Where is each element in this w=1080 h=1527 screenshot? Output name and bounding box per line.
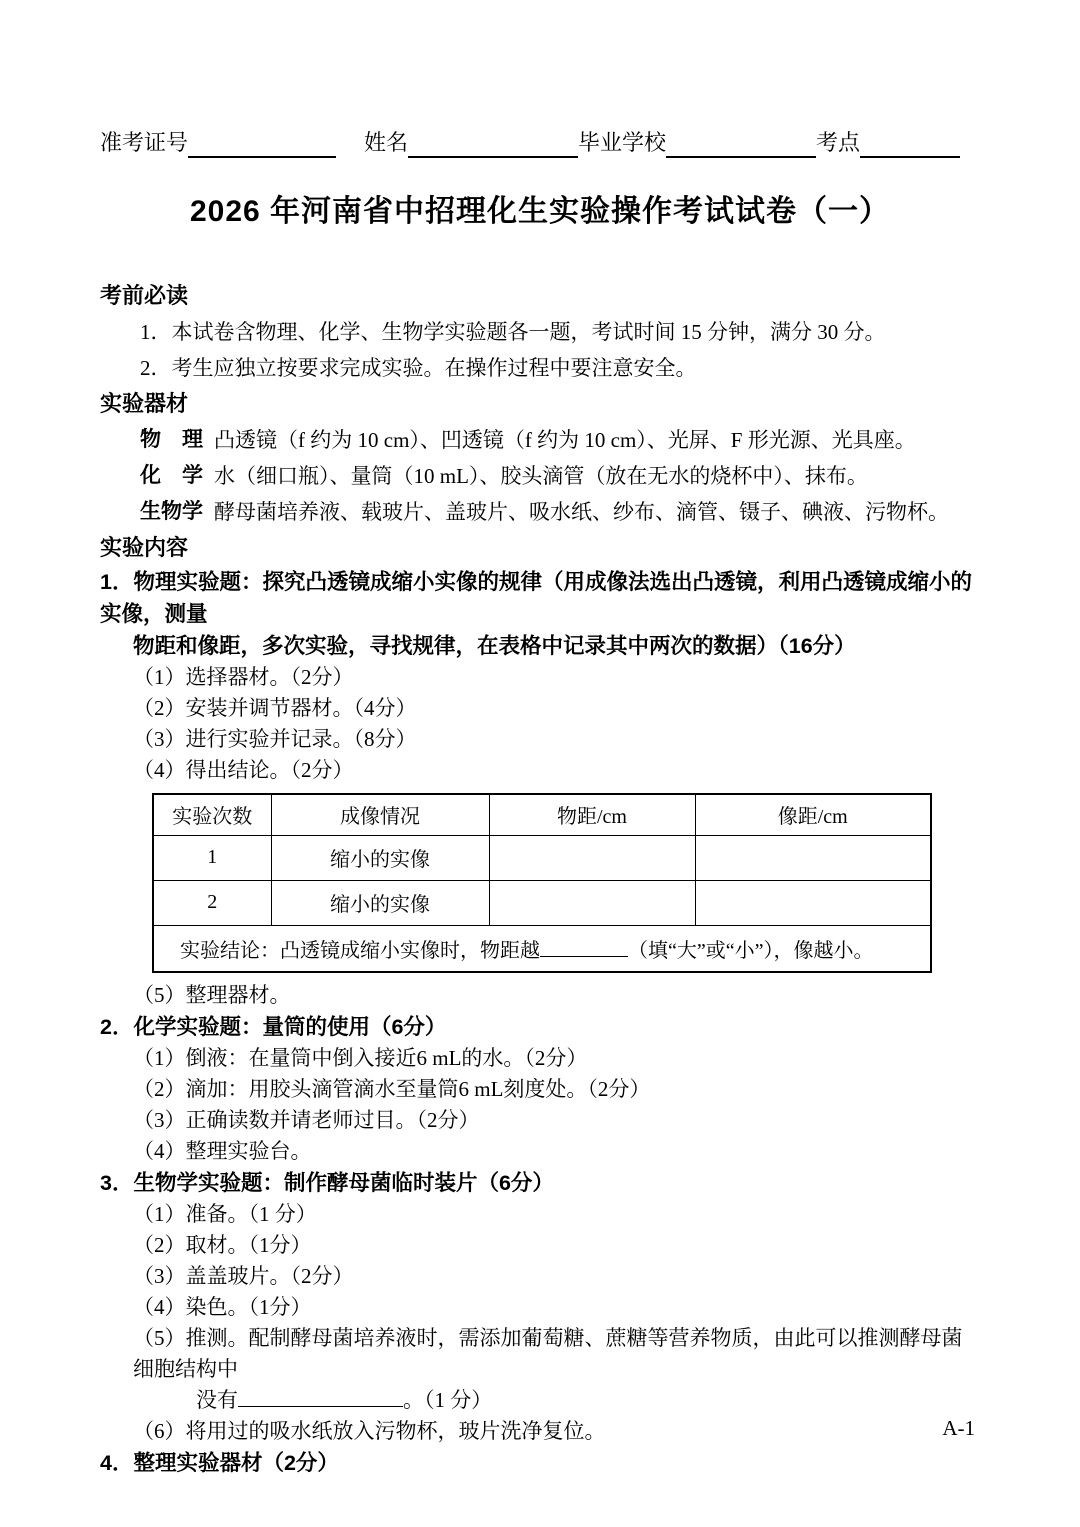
name-field <box>364 128 578 158</box>
equipment-text: 酵母菌培养液、载玻片、盖玻片、吸水纸、纱布、滴管、镊子、碘液、污物杯。 <box>214 500 949 524</box>
table-header-object-distance: 物距/cm <box>489 794 695 835</box>
conclusion-prefix: 实验结论：凸透镜成缩小实像时，物距越 <box>180 939 540 962</box>
biology-blank <box>238 1386 403 1407</box>
equipment-row-biology <box>100 494 980 530</box>
conclusion-cell <box>153 925 931 972</box>
notice-item: 1．本试卷含物理、化学、生物学实验题各一题，考试时间 15 分钟，满分 30 分。 <box>140 320 886 344</box>
trial-number-cell: 2 <box>153 880 271 925</box>
question3-step: （6）将用过的吸水纸放入污物杯，玻片洗净复位。 <box>133 1419 606 1443</box>
question1-step: （4）得出结论。（2分） <box>133 758 354 782</box>
question1-step: （3）进行实验并记录。（8分） <box>133 727 417 751</box>
table-row <box>153 880 931 925</box>
question3-heading: 3．生物学实验题：制作酵母菌临时装片（6分） <box>100 1171 554 1195</box>
question4-heading: 4．整理实验器材（2分） <box>100 1451 339 1475</box>
page-title: 2026 年河南省中招理化生实验操作考试试卷（一） <box>189 195 891 228</box>
step5-prefix: 没有 <box>196 1388 238 1412</box>
school-field <box>578 128 816 158</box>
equipment-label: 物 理 <box>140 428 203 451</box>
content-heading: 实验内容 <box>100 535 189 560</box>
name-blank <box>408 130 578 158</box>
question1-step: （1）选择器材。（2分） <box>133 665 354 689</box>
question2-step: （1）倒液：在量筒中倒入接近6 mL的水。（2分） <box>133 1046 588 1070</box>
table-conclusion-row <box>153 925 931 972</box>
page-number: A-1 <box>942 1416 975 1440</box>
exam-id-label: 准考证号 <box>100 130 189 155</box>
notice-item: 2．考生应独立按要求完成实验。在操作过程中要注意安全。 <box>140 356 697 380</box>
name-label: 姓名 <box>364 130 409 155</box>
equipment-heading: 实验器材 <box>100 391 189 416</box>
imaging-cell: 缩小的实像 <box>271 880 489 925</box>
question1-heading-line2: 物距和像距，多次实验，寻找规律，在表格中记录其中两次的数据）（16分） <box>133 634 856 658</box>
exam-id-blank <box>188 130 336 158</box>
question2-step: （2）滴加：用胶头滴管滴水至量筒6 mL刻度处。（2分） <box>133 1077 651 1101</box>
site-label: 考点 <box>816 130 861 155</box>
site-field <box>816 128 960 158</box>
school-blank <box>666 130 816 158</box>
question2-heading: 2．化学实验题：量筒的使用（6分） <box>100 1015 447 1039</box>
physics-data-table <box>152 793 932 973</box>
table-header-row <box>153 794 931 835</box>
notice-heading: 考前必读 <box>100 283 189 308</box>
registration-line <box>100 128 970 158</box>
object-distance-cell <box>489 880 695 925</box>
table-header-imaging: 成像情况 <box>271 794 489 835</box>
question3-step5-line2 <box>196 1385 980 1416</box>
equipment-label: 生物学 <box>140 500 203 523</box>
exam-id-field <box>100 128 336 158</box>
question3-step: （1）准备。（1 分） <box>133 1202 317 1226</box>
equipment-label: 化 学 <box>140 464 203 487</box>
question3-step: （3）盖盖玻片。（2分） <box>133 1264 354 1288</box>
equipment-row-chemistry <box>100 458 980 494</box>
trial-number-cell: 1 <box>153 835 271 880</box>
image-distance-cell <box>695 880 931 925</box>
equipment-row-physics <box>100 422 980 458</box>
image-distance-cell <box>695 835 931 880</box>
question2-step: （3）正确读数并请老师过目。（2分） <box>133 1108 480 1132</box>
school-label: 毕业学校 <box>578 130 667 155</box>
question2-step: （4）整理实验台。 <box>133 1139 312 1163</box>
question3-step: （4）染色。（1分） <box>133 1295 312 1319</box>
step5-suffix: 。（1 分） <box>403 1388 493 1412</box>
table-header-trial: 实验次数 <box>153 794 271 835</box>
conclusion-blank <box>540 937 628 957</box>
question1-step: （5）整理器材。 <box>133 983 291 1007</box>
object-distance-cell <box>489 835 695 880</box>
table-header-image-distance: 像距/cm <box>695 794 931 835</box>
equipment-text: 水（细口瓶）、量筒（10 mL）、胶头滴管（放在无水的烧杯中）、抹布。 <box>214 464 868 488</box>
equipment-text: 凸透镜（f 约为 10 cm）、凹透镜（f 约为 10 cm）、光屏、F 形光源、光具座。 <box>214 428 916 452</box>
conclusion-suffix: （填“大”或“小”），像越小。 <box>628 939 874 962</box>
question1-heading-line1: 1．物理实验题：探究凸透镜成缩小实像的规律（用成像法选出凸透镜，利用凸透镜成缩小的实像，测量 <box>100 570 972 626</box>
question3-step: （2）取材。（1分） <box>133 1233 312 1257</box>
imaging-cell: 缩小的实像 <box>271 835 489 880</box>
table-row <box>153 835 931 880</box>
question1-step: （2）安装并调节器材。（4分） <box>133 696 417 720</box>
document-body <box>100 278 980 1479</box>
question3-step5-line1: （5）推测。配制酵母菌培养液时，需添加葡萄糖、蔗糖等营养物质，由此可以推测酵母菌细胞结构中 <box>133 1326 963 1381</box>
site-blank <box>860 130 960 158</box>
